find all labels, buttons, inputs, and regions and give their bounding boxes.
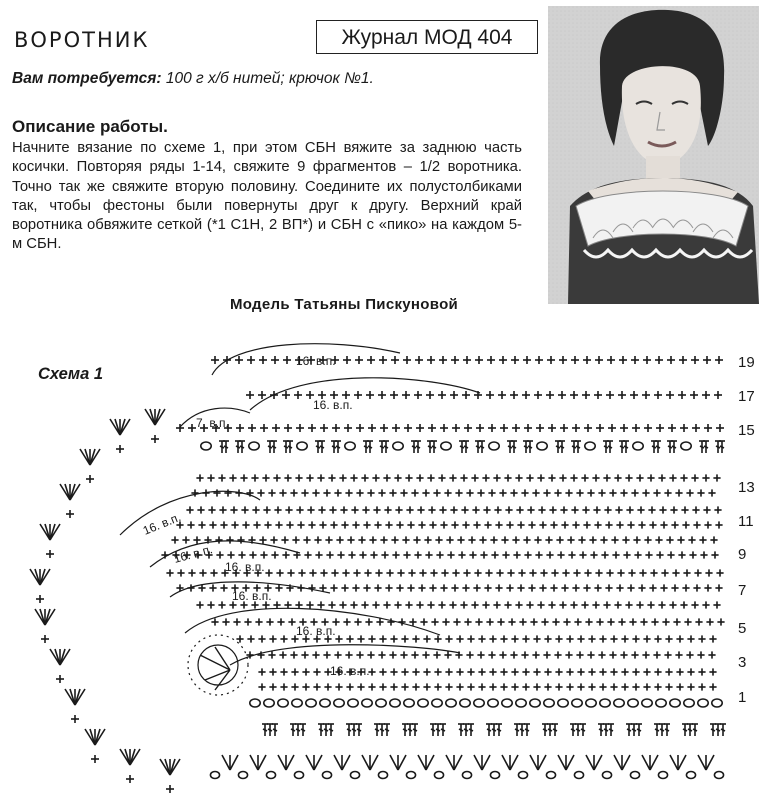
stitch-mark <box>469 729 473 731</box>
stitch-mark <box>520 729 524 731</box>
stitch-mark <box>332 446 336 448</box>
stitch-mark <box>314 755 322 770</box>
chain-label: 16. в.п. <box>330 664 370 678</box>
stitch-mark <box>608 446 612 448</box>
stitch-mark <box>316 446 320 448</box>
chain-stitch-mark <box>585 442 595 450</box>
stitch-mark <box>528 446 532 448</box>
stitch-mark <box>352 729 356 731</box>
chain-stitch-mark <box>630 772 639 779</box>
stitch-mark <box>385 729 389 731</box>
chain-stitch-mark <box>558 699 568 707</box>
materials-label: Вам потребуется: <box>12 70 162 87</box>
stitch-mark <box>524 446 528 448</box>
chain-stitch-mark <box>350 772 359 779</box>
stitch-mark <box>510 755 518 770</box>
stitch-mark <box>347 729 351 731</box>
stitch-mark <box>454 755 462 770</box>
stitch-mark <box>632 729 636 731</box>
stitch-mark <box>492 729 496 731</box>
row-number: 17 <box>738 388 755 405</box>
chain-label: 16. в.п. <box>140 509 183 538</box>
chain-stitch-mark <box>656 699 666 707</box>
chain-stitch-mark <box>546 772 555 779</box>
stitch-mark <box>543 729 547 731</box>
stitch-mark <box>222 755 230 770</box>
chain-stitch-mark <box>633 442 643 450</box>
chain-label: 16. в.п. <box>172 542 214 566</box>
stitch-mark <box>665 729 669 731</box>
stitch-mark <box>678 755 686 770</box>
scheme-title: Схема 1 <box>38 365 104 383</box>
stitch-mark <box>480 446 484 448</box>
row-number: 19 <box>738 354 755 371</box>
stitch-mark <box>650 755 658 770</box>
chain-stitch-mark <box>518 772 527 779</box>
stitch-mark <box>515 729 519 731</box>
chain-stitch-mark <box>278 699 288 707</box>
stitch-mark <box>553 729 557 731</box>
row-number: 13 <box>738 479 755 496</box>
model-photo <box>548 6 759 304</box>
stitch-mark <box>370 755 378 770</box>
stitch-mark <box>627 729 631 731</box>
chain-stitch-mark <box>334 699 344 707</box>
chain-stitch-mark <box>516 699 526 707</box>
stitch-mark <box>594 755 602 770</box>
stitch-mark <box>620 446 624 448</box>
stitch-mark <box>482 755 490 770</box>
chain-stitch-mark <box>210 772 219 779</box>
chain-stitch-mark <box>441 442 451 450</box>
stitch-mark <box>268 446 272 448</box>
crochet-chart <box>0 335 765 800</box>
chain-stitch-mark <box>376 699 386 707</box>
chain-stitch-mark <box>294 772 303 779</box>
stitch-mark <box>432 446 436 448</box>
stitch-mark <box>413 729 417 731</box>
chain-label: 16. в.п. <box>313 398 353 412</box>
stitch-mark <box>642 755 650 770</box>
stitch-mark <box>240 446 244 448</box>
stitch-mark <box>436 729 440 731</box>
stitch-mark <box>403 729 407 731</box>
chain-label: 16. в.п. <box>296 624 336 638</box>
stitch-mark <box>459 729 463 731</box>
stitch-mark <box>291 729 295 731</box>
chain-stitch-mark <box>393 442 403 450</box>
stitch-mark <box>320 446 324 448</box>
stitch-mark <box>572 446 576 448</box>
chain-stitch-mark <box>670 699 680 707</box>
stitch-mark <box>655 729 659 731</box>
stitch-mark <box>408 729 412 731</box>
stitch-mark <box>319 729 323 731</box>
stitch-mark <box>364 446 368 448</box>
stitch-mark <box>716 446 720 448</box>
stitch-mark <box>375 729 379 731</box>
stitch-mark <box>284 446 288 448</box>
stitch-mark <box>428 446 432 448</box>
chain-stitch-mark <box>714 772 723 779</box>
author-credit: Модель Татьяны Пискуновой <box>230 296 459 313</box>
chain-stitch-mark <box>238 772 247 779</box>
chain-stitch-mark <box>292 699 302 707</box>
stitch-mark <box>571 729 575 731</box>
stitch-mark <box>688 729 692 731</box>
stitch-mark <box>700 446 704 448</box>
stitch-mark <box>566 755 574 770</box>
stitch-mark <box>614 755 622 770</box>
stitch-mark <box>604 729 608 731</box>
chain-stitch-mark <box>537 442 547 450</box>
stitch-mark <box>497 729 501 731</box>
stitch-mark <box>220 446 224 448</box>
stitch-mark <box>502 755 510 770</box>
stitch-mark <box>263 729 267 731</box>
chain-stitch-mark <box>362 699 372 707</box>
chain-stitch-mark <box>574 772 583 779</box>
stitch-mark <box>301 729 305 731</box>
stitch-mark <box>576 729 580 731</box>
stitch-mark <box>258 755 266 770</box>
chain-label: 16. в.п. <box>225 560 265 574</box>
chain-stitch-mark <box>345 442 355 450</box>
chain-stitch-mark <box>201 442 211 450</box>
chain-stitch-mark <box>348 699 358 707</box>
chain-stitch-mark <box>474 699 484 707</box>
stitch-mark <box>288 446 292 448</box>
stitch-mark <box>599 729 603 731</box>
stitch-mark <box>474 755 482 770</box>
stitch-mark <box>604 446 608 448</box>
stitch-mark <box>624 446 628 448</box>
stitch-mark <box>576 446 580 448</box>
chain-stitch-mark <box>489 442 499 450</box>
materials-line <box>12 70 374 88</box>
chain-stitch-mark <box>432 699 442 707</box>
stitch-mark <box>548 729 552 731</box>
stitch-mark <box>416 446 420 448</box>
stitch-mark <box>672 446 676 448</box>
stitch-mark <box>652 446 656 448</box>
chain-stitch-mark <box>490 772 499 779</box>
stitch-mark <box>622 755 630 770</box>
stitch-mark <box>296 729 300 731</box>
row-number: 11 <box>738 513 754 530</box>
chain-stitch-mark <box>266 772 275 779</box>
chain-stitch-mark <box>628 699 638 707</box>
stitch-mark <box>670 755 678 770</box>
stitch-mark <box>418 755 426 770</box>
stitch-mark <box>683 729 687 731</box>
row-number: 3 <box>738 654 747 671</box>
chain-label: 16. в.п. <box>296 354 336 368</box>
stitch-mark <box>609 729 613 731</box>
chain-stitch-mark <box>502 699 512 707</box>
stitch-mark <box>306 755 314 770</box>
chain-stitch-mark <box>602 772 611 779</box>
chain-stitch-mark <box>658 772 667 779</box>
stitch-mark <box>342 755 350 770</box>
stitch-mark <box>412 446 416 448</box>
chain-stitch-mark <box>530 699 540 707</box>
chain-stitch-mark <box>462 772 471 779</box>
stitch-symbols <box>30 356 726 793</box>
chain-stitch-mark <box>378 772 387 779</box>
stitch-mark <box>487 729 491 731</box>
stitch-mark <box>660 729 664 731</box>
stitch-mark <box>268 729 272 731</box>
stitch-mark <box>446 755 454 770</box>
page-title: ВОРОТНИК <box>14 28 150 52</box>
stitch-mark <box>530 755 538 770</box>
stitch-mark <box>711 729 715 731</box>
chain-stitch-mark <box>684 699 694 707</box>
chain-stitch-mark <box>686 772 695 779</box>
stitch-mark <box>721 729 725 731</box>
stitch-mark <box>380 446 384 448</box>
chain-stitch-mark <box>572 699 582 707</box>
stitch-mark <box>508 446 512 448</box>
stitch-mark <box>581 729 585 731</box>
stitch-mark <box>538 755 546 770</box>
stitch-mark <box>706 755 714 770</box>
chain-stitch-mark <box>404 699 414 707</box>
chain-stitch-mark <box>250 699 260 707</box>
stitch-mark <box>362 755 370 770</box>
chain-stitch-mark <box>460 699 470 707</box>
stitch-mark <box>273 729 277 731</box>
stitch-mark <box>464 729 468 731</box>
stitch-mark <box>704 446 708 448</box>
chain-label: 16. в.п. <box>232 589 272 603</box>
stitch-mark <box>656 446 660 448</box>
stitch-mark <box>329 729 333 731</box>
row-number: 15 <box>738 422 755 439</box>
row-number: 1 <box>738 689 747 706</box>
chain-stitch-mark <box>642 699 652 707</box>
row-number: 9 <box>738 546 747 563</box>
stitch-mark <box>525 729 529 731</box>
stitch-mark <box>224 446 228 448</box>
stitch-mark <box>431 729 435 731</box>
stitch-mark <box>586 755 594 770</box>
stitch-mark <box>460 446 464 448</box>
materials-value: 100 г х/б нитей; крючок №1. <box>165 70 374 87</box>
stitch-mark <box>464 446 468 448</box>
chain-stitch-mark <box>249 442 259 450</box>
chain-stitch-mark <box>488 699 498 707</box>
stitch-mark <box>357 729 361 731</box>
chain-stitch-mark <box>446 699 456 707</box>
stitch-mark <box>698 755 706 770</box>
stitch-mark <box>334 755 342 770</box>
stitch-mark <box>380 729 384 731</box>
chain-stitch-mark <box>586 699 596 707</box>
stitch-mark <box>426 755 434 770</box>
chain-stitch-mark <box>406 772 415 779</box>
stitch-mark <box>324 729 328 731</box>
row-number: 7 <box>738 582 747 599</box>
chain-stitch-mark <box>264 699 274 707</box>
row-number: 5 <box>738 620 747 637</box>
stitch-mark <box>668 446 672 448</box>
stitch-mark <box>693 729 697 731</box>
stitch-mark <box>278 755 286 770</box>
chain-stitch-mark <box>434 772 443 779</box>
chain-stitch-mark <box>306 699 316 707</box>
stitch-mark <box>336 446 340 448</box>
stitch-mark <box>230 755 238 770</box>
chain-stitch-mark <box>390 699 400 707</box>
chain-label: 7. в.п. <box>196 416 229 430</box>
chain-stitch-mark <box>614 699 624 707</box>
stitch-mark <box>250 755 258 770</box>
stitch-mark <box>512 446 516 448</box>
stitch-mark <box>384 446 388 448</box>
chain-stitch-mark <box>698 699 708 707</box>
stitch-mark <box>390 755 398 770</box>
stitch-mark <box>272 446 276 448</box>
stitch-mark <box>558 755 566 770</box>
chain-stitch-mark <box>681 442 691 450</box>
stitch-mark <box>286 755 294 770</box>
chain-stitch-mark <box>297 442 307 450</box>
chain-stitch-mark <box>418 699 428 707</box>
chain-stitch-mark <box>320 699 330 707</box>
chain-stitch-mark <box>544 699 554 707</box>
stitch-mark <box>236 446 240 448</box>
stitch-mark <box>560 446 564 448</box>
stitch-mark <box>556 446 560 448</box>
stitch-mark <box>637 729 641 731</box>
stitch-mark <box>368 446 372 448</box>
stitch-mark <box>716 729 720 731</box>
chain-stitch-mark <box>712 699 722 707</box>
stitch-mark <box>441 729 445 731</box>
journal-badge: Журнал МОД 404 <box>316 20 538 54</box>
stitch-mark <box>720 446 724 448</box>
chain-stitch-mark <box>600 699 610 707</box>
description-heading: Описание работы. <box>12 117 168 136</box>
description-body: Начните вязание по схеме 1, при этом СБН вяжите за заднюю часть косички. Повторяя ряды 1-14, свяжите 9 фрагментов – 1/2 воротника. Точно так же свяжите вторую половину. Соедините их полустолбиками так, чтобы фестоны были повернуты друг к другу. Верхний край воротника обвяжите сеткой (*1 С1Н, 2 ВП*) и СБН с «пико» на каждом 5-м СБН. <box>12 140 522 253</box>
stitch-mark <box>398 755 406 770</box>
stitch-mark <box>476 446 480 448</box>
chain-stitch-mark <box>322 772 331 779</box>
